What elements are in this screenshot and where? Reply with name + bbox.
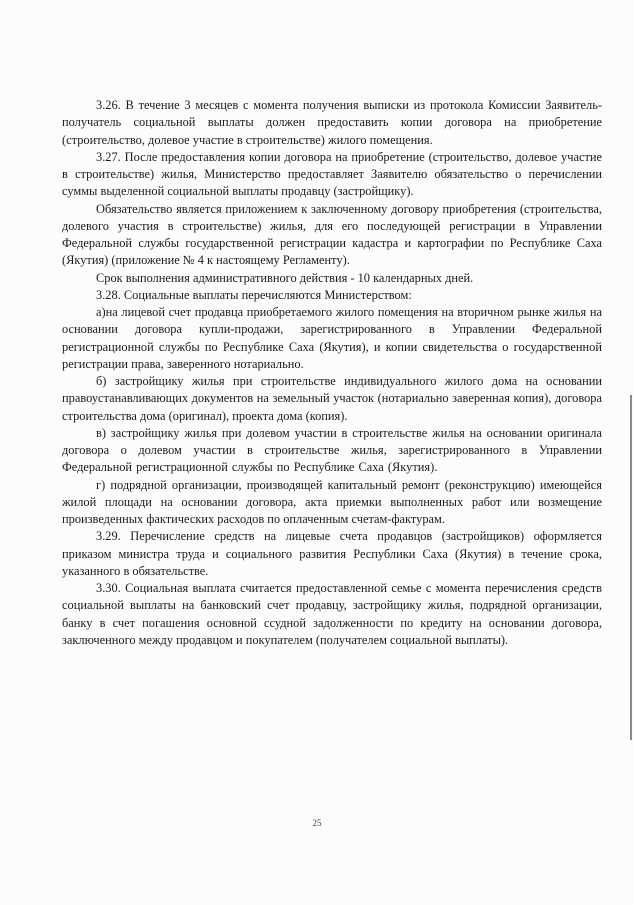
paragraph-3-28: 3.28. Социальные выплаты перечисляются Министерством:	[96, 287, 412, 302]
paragraph-3-27: 3.27. После предоставления копии договора на приобретение (строительство, долевое участие в строительстве) жилья, Министерство предоставляет Заявителю обязательство о перечислении суммы выделенной социальной выплаты продавцу (застройщику).	[62, 149, 602, 199]
paragraph-3-30: 3.30. Социальная выплата считается предоставленной семье с момента перечисления средств социальной выплаты на банковский счет продавцу, застройщику жилья, подрядной организации, банку в счет погашения основной ссудной задолженности по кредиту на основании договора, заключенного между продавцом и покупателем (получателем социальной выплаты).	[62, 581, 602, 647]
paragraph-3-28-v: в) застройщику жилья при долевом участии в строительстве жилья на основании оригинала договора о долевом участии в строительстве жилья, зарегистрированного в Управлении Федеральной регистрационной службы по Республике Саха (Якутия).	[62, 425, 602, 475]
paragraph-3-28-a: а)на лицевой счет продавца приобретаемого жилого помещения на вторичном рынке жилья на основании договора купли-продажи, зарегистрированного в Управлении Федеральной регистрационной службы по Республике Саха (Якутия), и копии свидетельства о государственной регистрации права, заверенного нотариально.	[62, 305, 602, 371]
scan-edge-line	[630, 395, 632, 740]
page-number: 25	[312, 818, 322, 828]
paragraph-obligation: Обязательство является приложением к заключенному договору приобретения (строительства, долевого участия в строительстве) жилья, для его последующей регистрации в Управлении Федеральной службы государственной регистрации кадастра и картографии по Республике Саха (Якутия) (приложение № 4 к настоящему Регламенту).	[62, 201, 602, 268]
paragraph-3-28-g: г) подрядной организации, производящей капитальный ремонт (реконструкцию) имеющейся жилой площади на основании договора, акта приемки выполненных работ или возмещение произведенных фактических расходов по оплаченным счетам-фактурам.	[62, 477, 602, 526]
paragraph-deadline: Срок выполнения административного действия - 10 календарных дней.	[96, 270, 474, 285]
paragraph-3-28-b: б) застройщику жилья при строительстве индивидуального жилого дома на основании правоустанавливающих документов на земельный участок (нотариально заверенная копия), договора строительства дома (оригинал), проекта дома (копия).	[62, 374, 602, 423]
document-body	[62, 97, 602, 649]
paragraph-3-29: 3.29. Перечисление средств на лицевые счета продавцов (застройщиков) оформляется приказом министра труда и социального развития Республики Саха (Якутия) в течение срока, указанного в обязательстве.	[62, 529, 602, 578]
paragraph-3-26: 3.26. В течение 3 месяцев с момента получения выписки из протокола Комиссии Заявитель-получатель социальной выплаты должен предоставить копии договора на приобретение (строительство, долевое участие в строительстве) жилого помещения.	[62, 98, 602, 147]
